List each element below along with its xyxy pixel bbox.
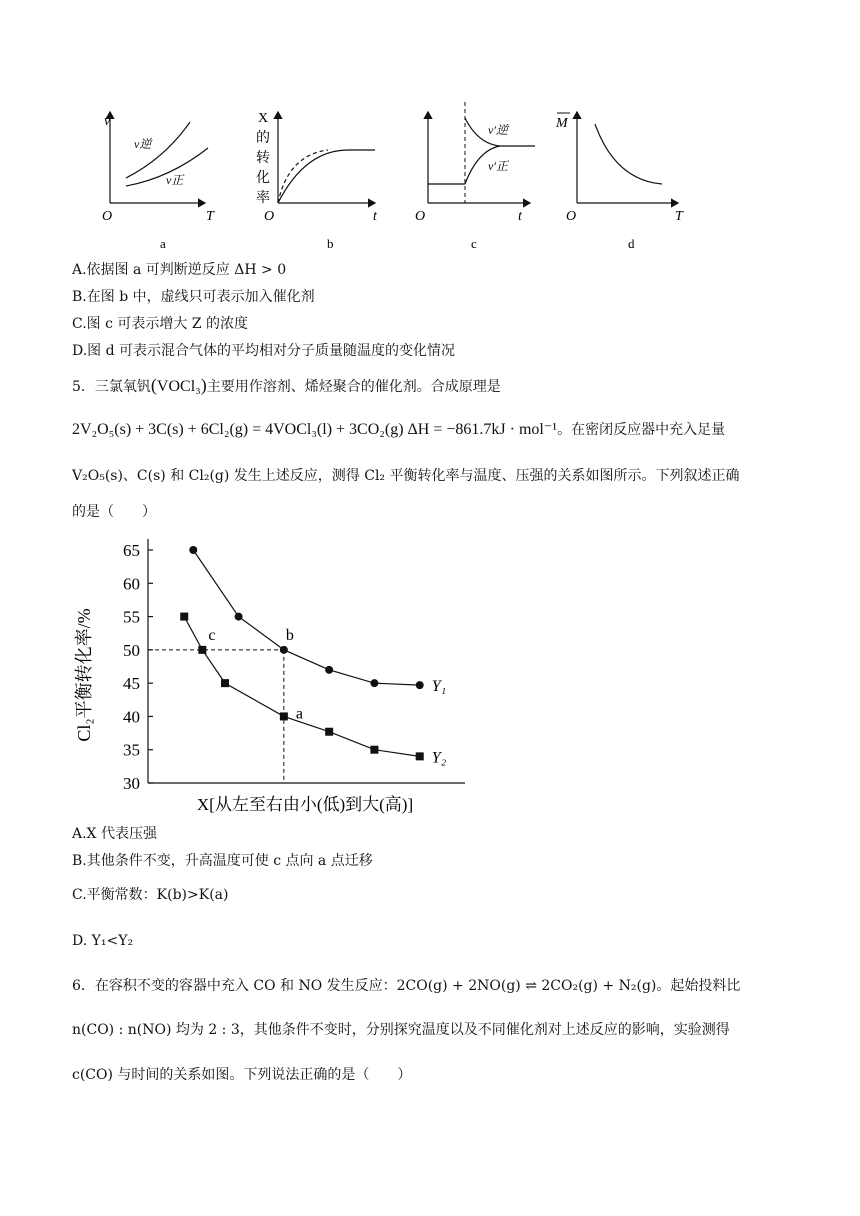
- data-point: [198, 646, 206, 654]
- fig-c-origin: O: [415, 209, 426, 224]
- y-tick-label: 55: [123, 607, 140, 627]
- fig-d-yaxis: M: [556, 116, 568, 131]
- fig-a-yaxis: v: [104, 114, 111, 129]
- curve-d: [595, 124, 662, 184]
- q4-option-b: B.在图 b 中，虚线只可表示加入催化剂: [72, 289, 315, 305]
- point-label-b: b: [285, 626, 294, 644]
- q5-equation: 2V₂O₅(s) + 3C(s) + 6Cl₂(g) = 4VOCl₃(l) + 3CO₂(g) ΔH = −861.7kJ · mol⁻¹: [72, 421, 558, 438]
- chart-x-label: X[从左至右由小(低)到大(高)]: [196, 795, 414, 814]
- series-line-1: [193, 550, 419, 685]
- fig-a-caption: a: [160, 236, 166, 251]
- q4-figures: [90, 100, 710, 260]
- figure-d: [555, 112, 684, 251]
- data-point: [280, 712, 288, 720]
- fig-b-origin: O: [264, 209, 275, 224]
- data-point: [416, 752, 424, 760]
- fig-b-ylabel-2: 的: [256, 131, 270, 146]
- data-point: [416, 681, 424, 689]
- y-tick-label: 40: [123, 707, 140, 727]
- fig-b-ylabel-5: 率: [256, 191, 270, 206]
- q5-equation-tail: 。在密闭反应器中充入足量: [557, 422, 726, 438]
- point-label-c: c: [208, 626, 216, 644]
- q5-stem-line2: [72, 420, 725, 440]
- figure-a: [102, 112, 215, 251]
- data-point: [221, 679, 229, 687]
- q4-option-a: A.依据图 a 可判断逆反应 ΔH > 0: [72, 262, 287, 278]
- data-point: [189, 546, 197, 554]
- y-tick-label: 30: [123, 774, 140, 793]
- figure-b: [256, 111, 378, 251]
- series-label-1: Y₁: [431, 678, 447, 696]
- fig-d-xaxis: T: [675, 209, 683, 224]
- data-point: [370, 679, 378, 687]
- chart-y-label: Cl₂平衡转化率/%: [74, 608, 94, 742]
- fig-b-ylabel-4: 化: [256, 171, 270, 186]
- series-line-2: [184, 617, 419, 757]
- data-point: [180, 613, 188, 621]
- q5-option-c: C.平衡常数：K(b)>K(a): [72, 887, 229, 903]
- q5-prefix: 5．三氯氧钒: [72, 379, 151, 395]
- y-tick-label: 45: [123, 674, 140, 694]
- y-tick-label: 35: [123, 740, 140, 760]
- q5-suffix: 主要用作溶剂、烯烃聚合的催化剂。合成原理是: [206, 379, 501, 395]
- series-label-2: Y₂: [431, 749, 447, 767]
- q5-stem-line1: 5．三氯氧钒(VOCl₃)主要用作溶剂、烯烃聚合的催化剂。合成原理是: [72, 375, 501, 395]
- q5-option-b: B.其他条件不变，升高温度可使 c 点向 a 点迁移: [72, 853, 373, 869]
- curve-solid-b: [278, 150, 375, 203]
- fig-c-forward-label: v′正: [488, 159, 508, 173]
- fig-a-origin: O: [102, 209, 113, 224]
- q5-stem-line4: 的是（ ）: [72, 504, 156, 520]
- fig-a-reverse-label: v逆: [134, 137, 152, 151]
- fig-a-xaxis: T: [206, 209, 214, 224]
- fig-b-ylabel-1: X: [258, 111, 269, 126]
- fig-b-xaxis: t: [373, 209, 377, 224]
- y-tick-label: 65: [123, 541, 140, 560]
- fig-c-reverse-label: v′逆: [488, 123, 508, 137]
- fig-d-caption: d: [628, 236, 635, 251]
- y-tick-label: 60: [123, 574, 140, 594]
- q5-formula: VOCl₃: [156, 378, 201, 395]
- fig-c-xaxis: t: [518, 209, 522, 224]
- y-tick-label: 50: [123, 640, 140, 660]
- q6-stem-line1: 6．在容积不变的容器中充入 CO 和 NO 发生反应：2CO(g) + 2NO(g) ⇌ 2CO₂(g) + N₂(g)。起始投料比: [72, 978, 741, 994]
- fig-d-origin: O: [566, 209, 577, 224]
- fig-c-caption: c: [471, 236, 477, 251]
- data-point: [325, 666, 333, 674]
- data-point: [370, 746, 378, 754]
- fig-b-ylabel-3: 转: [256, 151, 270, 166]
- figure-c: [415, 102, 535, 251]
- curve-dashed-b: [278, 150, 328, 203]
- q5-option-d: D. Y₁<Y₂: [72, 933, 134, 949]
- q5-stem-line3: V₂O₅(s)、C(s) 和 Cl₂(g) 发生上述反应，测得 Cl₂ 平衡转化率与温度、压强的关系如图所示。下列叙述正确: [72, 468, 740, 484]
- q6-stem-line2: n(CO) : n(NO) 均为 2 : 3，其他条件不变时，分别探究温度以及不同催化剂对上述反应的影响，实验测得: [72, 1022, 730, 1038]
- point-label-a: a: [295, 705, 303, 723]
- data-point: [325, 728, 333, 736]
- fig-a-forward-label: v正: [166, 173, 184, 187]
- data-point: [235, 613, 243, 621]
- fig-b-caption: b: [327, 236, 334, 251]
- q5-chart: [60, 525, 480, 825]
- q5-option-a: A.X 代表压强: [72, 826, 157, 842]
- data-point: [280, 646, 288, 654]
- q6-stem-line3: c(CO) 与时间的关系如图。下列说法正确的是（ ）: [72, 1067, 412, 1083]
- q4-option-d: D.图 d 可表示混合气体的平均相对分子质量随温度的变化情况: [72, 343, 456, 359]
- q4-option-c: C.图 c 可表示增大 Z 的浓度: [72, 316, 249, 332]
